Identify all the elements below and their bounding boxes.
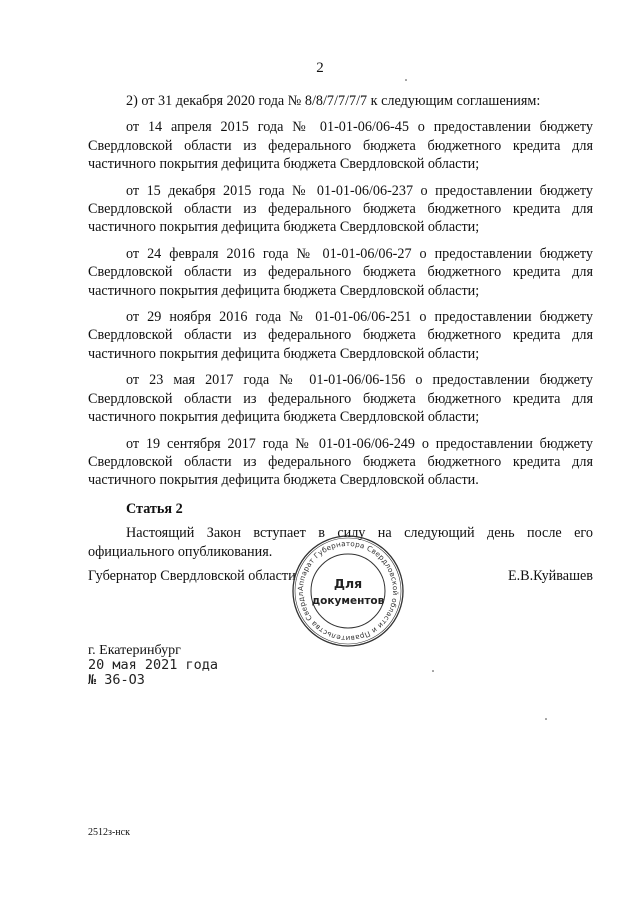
page-number: 2 — [316, 60, 324, 76]
stamp-seal-icon — [290, 533, 406, 649]
law-number: № 36-ОЗ — [88, 672, 145, 688]
article-text: Настоящий Закон вступает в силу на следующий день после его официального опубликования. — [88, 525, 593, 560]
stamp-center-line2: документов — [311, 595, 385, 607]
agreement-paragraph: от 19 сентября 2017 года № 01-01-06/06-249 о предоставлении бюджету Свердловской области из федерального бюджета бюджетного кредита для частичного покрытия дефицита бюджета Свердловской области. — [88, 435, 593, 489]
scan-speck — [545, 718, 547, 720]
agreement-paragraph: от 23 мая 2017 года № 01-01-06/06-156 о предоставлении бюджету Свердловской области из федерального бюджета бюджетного кредита для частичного покрытия дефицита бюджета Свердловской области; — [88, 372, 593, 426]
agreement-paragraph: от 29 ноября 2016 года № 01-01-06/06-251 о предоставлении бюджету Свердловской области из федерального бюджета бюджетного кредита для частичного покрытия дефицита бюджета Свердловской области; — [88, 309, 593, 362]
footer-code: 2512з-нск — [88, 827, 130, 838]
intro-paragraph: 2) от 31 декабря 2020 года № 8/8/7/7/7/7 к следующим соглашениям: — [126, 93, 541, 109]
agreement-paragraph: от 24 февраля 2016 года № 01-01-06/06-27 о предоставлении бюджету Свердловской области из федерального бюджета бюджетного кредита для частичного покрытия дефицита бюджета Свердловской области; — [88, 245, 593, 299]
stamp-ring-text: Аппарат Губернатора Свердловской области и Правительства Свердл — [295, 538, 401, 644]
agreement-paragraph: от 14 апреля 2015 года № 01-01-06/06-45 о предоставлении бюджету Свердловской области из федерального бюджета бюджетного кредита для частичного покрытия дефицита бюджета Свердловской области; — [88, 119, 593, 173]
scan-speck — [405, 79, 407, 81]
official-stamp — [290, 533, 406, 649]
scan-speck — [432, 670, 434, 672]
signatory-name: Е.В.Куйвашев — [507, 568, 593, 584]
document-body — [88, 92, 593, 561]
stamp-center-line1: Для — [333, 576, 363, 591]
article-heading: Статья 2 — [126, 500, 183, 517]
law-date: 20 мая 2021 года — [88, 657, 219, 673]
place-of-signing: г. Екатеринбург — [88, 643, 181, 658]
agreement-paragraph: от 15 декабря 2015 года № 01-01-06/06-237 о предоставлении бюджету Свердловской области из федерального бюджета бюджетного кредита для частичного покрытия дефицита бюджета Свердловской области; — [88, 182, 593, 236]
signatory-position: Губернатор Свердловской области — [88, 568, 296, 584]
